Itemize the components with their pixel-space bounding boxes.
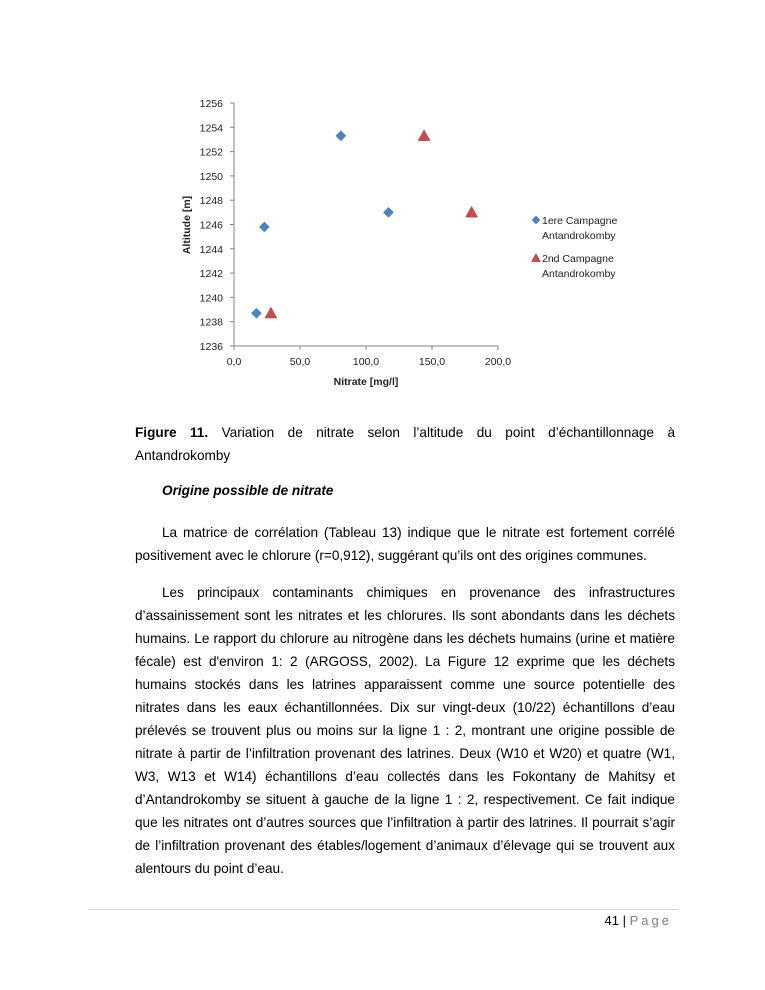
legend-label: Antandrokomby bbox=[542, 230, 616, 242]
data-point-campagne-1 bbox=[383, 207, 393, 217]
figure-caption bbox=[135, 421, 675, 467]
data-point-campagne-2 bbox=[418, 130, 430, 141]
y-tick-label: 1244 bbox=[199, 243, 223, 256]
y-tick-label: 1240 bbox=[199, 292, 223, 305]
legend-label: 2nd Campagne bbox=[542, 253, 614, 265]
legend-label: Antandrokomby bbox=[542, 268, 616, 280]
legend-marker bbox=[532, 216, 540, 224]
figure-caption-text: Variation de nitrate selon l’altitude du point d’échantillonnage à Antandrokomby bbox=[135, 425, 675, 463]
data-point-campagne-1 bbox=[336, 131, 346, 141]
y-tick-label: 1248 bbox=[199, 195, 223, 208]
footer-divider bbox=[88, 909, 678, 910]
y-tick-label: 1238 bbox=[199, 316, 223, 329]
section-subheading: Origine possible de nitrate bbox=[162, 483, 334, 498]
chart-legend bbox=[532, 215, 618, 280]
y-tick-label: 1256 bbox=[199, 98, 223, 110]
figure-label: Figure 11. bbox=[135, 425, 209, 440]
x-tick-label: 150,0 bbox=[418, 356, 446, 368]
data-point-campagne-1 bbox=[259, 222, 269, 232]
page-footer bbox=[605, 911, 672, 931]
page-word: Page bbox=[629, 913, 672, 928]
page-number: 41 bbox=[604, 913, 619, 928]
paragraph-correlation: La matrice de corrélation (Tableau 13) indique que le nitrate est fortement corrélé positivement avec le chlorure (r=0,912), suggérant qu’ils ont des origines communes. bbox=[135, 525, 675, 563]
y-tick-label: 1250 bbox=[199, 170, 223, 183]
y-axis-title: Altitude [m] bbox=[181, 195, 193, 255]
y-tick-label: 1242 bbox=[199, 268, 223, 281]
x-axis-title: Nitrate [mg/l] bbox=[333, 376, 399, 388]
y-tick-label: 1254 bbox=[199, 122, 223, 135]
legend-marker bbox=[532, 254, 541, 262]
y-tick-label: 1252 bbox=[199, 146, 223, 159]
data-point-campagne-1 bbox=[251, 308, 261, 318]
x-tick-label: 200,0 bbox=[484, 356, 512, 368]
scatter-chart bbox=[0, 0, 765, 400]
paragraph-contaminants: Les principaux contaminants chimiques en provenance des infrastructures d’assainissement sont les nitrates et les chlorures. Ils sont abondants dans les déchets humains. Le rapport du chlorure au nitrogène dans les déchets humains (urine et matière fécale) est d'environ 1: 2 (ARGOSS, 2002). La Figure 12 exprime que les déchets humains stockés dans les latrines apparaissent comme une source potentielle des nitrates dans les eaux échantillonnées. Dix sur vingt-deux (10/22) échantillons d’eau prélevés se trouvent plus ou moins sur la ligne 1 : 2, montrant une origine possible de nitrate à partir de l’infiltration provenant des latrines. Deux (W10 et W20) et quatre (W1, W3, W13 et W14) échantillons d’eau collectés dans les Fokontany de Mahitsy et d’Antandrokomby se situent à gauche de la ligne 1 : 2, respectivement. Ce fait indique que les nitrates ont d’autres sources que l’infiltration à partir des latrines. Il pourrait s’agir de l’infiltration provenant des étables/logement d’animaux d’élevage qui se trouvent aux alentours du point d’eau. bbox=[135, 585, 675, 876]
footer-separator: | bbox=[622, 913, 626, 928]
x-tick-label: 50,0 bbox=[289, 356, 311, 368]
data-point-campagne-2 bbox=[265, 307, 277, 318]
data-point-campagne-2 bbox=[466, 206, 478, 217]
x-tick-label: 0,0 bbox=[226, 356, 242, 368]
y-tick-label: 1246 bbox=[199, 219, 223, 232]
y-tick-label: 1236 bbox=[199, 341, 223, 353]
x-tick-label: 100,0 bbox=[352, 356, 380, 368]
legend-label: 1ere Campagne bbox=[542, 215, 618, 227]
